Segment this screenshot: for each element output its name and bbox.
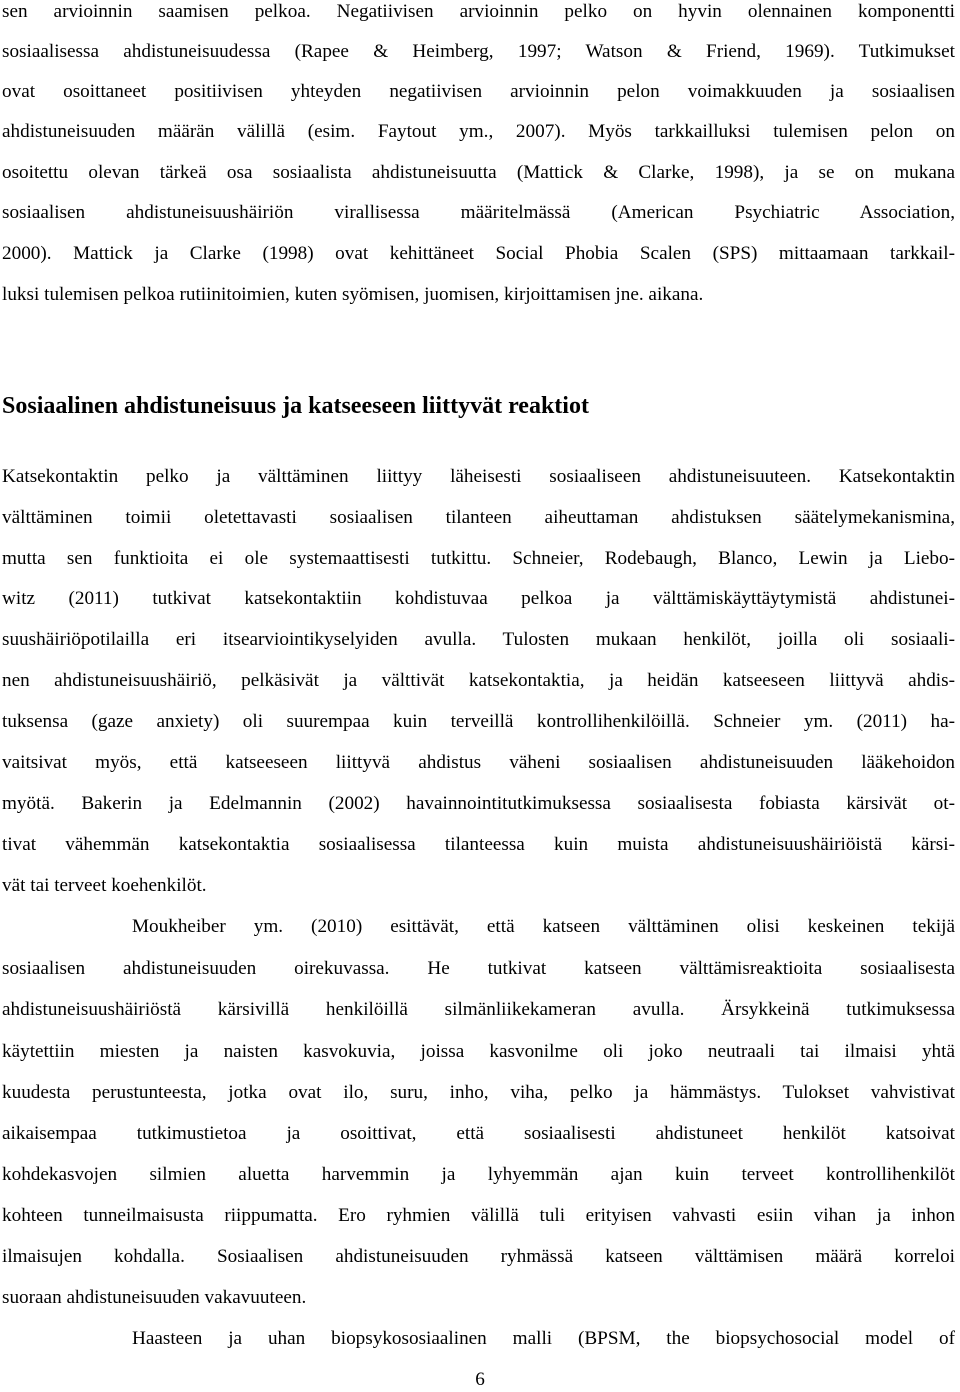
text-line: Katsekontaktin pelko ja välttäminen liittyy läheisesti sosiaaliseen ahdistuneisuuteen. Katsekontaktin <box>2 466 955 487</box>
text-line: välttäminen toimii oletettavasti sosiaalisen tilanteen aiheuttaman ahdistuksen säätelymekanismina, <box>2 507 955 528</box>
text-line: vät tai terveet koehenkilöt. <box>2 875 207 896</box>
text-line: tivat vähemmän katsekontaktia sosiaalisessa tilanteessa kuin muista ahdistuneisuushäiriöistä kärsi- <box>2 834 955 855</box>
text-line: sen arvioinnin saamisen pelkoa. Negatiivisen arvioinnin pelko on hyvin olennainen komponentti <box>2 1 955 22</box>
page-number: 6 <box>475 1369 485 1390</box>
text-line: suoraan ahdistuneisuuden vakavuuteen. <box>2 1287 307 1308</box>
text-line: myötä. Bakerin ja Edelmannin (2002) havainnointitutkimuksessa sosiaalisesta fobiasta kärsivät ot- <box>2 793 955 814</box>
text-line: kuudesta perustunteesta, jotka ovat ilo, suru, inho, viha, pelko ja hämmästys. Tulokset vahvistivat <box>2 1082 955 1103</box>
text-line: 2000). Mattick ja Clarke (1998) ovat kehittäneet Social Phobia Scalen (SPS) mittaamaan tarkkail- <box>2 243 955 264</box>
text-line: Haasteen ja uhan biopsykososiaalinen malli (BPSM, the biopsychosocial model of <box>132 1328 955 1349</box>
text-line: vaitsivat myös, että katseeseen liittyvä ahdistus väheni sosiaalisen ahdistuneisuuden lääkehoidon <box>2 752 955 773</box>
text-line: sosiaalisen ahdistuneisuuden oirekuvassa. He tutkivat katseen välttämisreaktioita sosiaalisesta <box>2 958 955 979</box>
text-line: mutta sen funktioita ei ole systemaattisesti tutkittu. Schneier, Rodebaugh, Blanco, Lewin ja Liebo- <box>2 548 955 569</box>
text-line: aikaisempaa tutkimustietoa ja osoittivat, että sosiaalisesti ahdistuneet henkilöt katsoivat <box>2 1123 955 1144</box>
text-line: käytettiin miesten ja naisten kasvokuvia, joissa kasvonilme oli joko neutraali tai ilmaisi yhtä <box>2 1041 955 1062</box>
text-line: kohteen tunneilmaisusta riippumatta. Ero ryhmien välillä tuli erityisen vahvasti esiin vihan ja inhon <box>2 1205 955 1226</box>
text-line: suushäiriöpotilailla eri itsearviointikyselyiden avulla. Tulosten mukaan henkilöt, joilla oli sosiaali- <box>2 629 955 650</box>
text-line: tuksensa (gaze anxiety) oli suurempaa kuin terveillä kontrollihenkilöillä. Schneier ym. (2011) ha- <box>2 711 955 732</box>
text-line: osoitettu olevan tärkeä osa sosiaalista ahdistuneisuutta (Mattick & Clarke, 1998), ja se on mukana <box>2 162 955 183</box>
text-line: kohdekasvojen silmien aluetta harvemmin ja lyhyemmän ajan kuin terveet kontrollihenkilöt <box>2 1164 955 1185</box>
text-line: nen ahdistuneisuushäiriö, pelkäsivät ja välttivät katsekontaktia, ja heidän katseeseen liittyvä ahdis- <box>2 670 955 691</box>
text-line: ovat osoittaneet positiivisen yhteyden negatiivisen arvioinnin pelon voimakkuuden ja sosiaalisen <box>2 81 955 102</box>
text-line: sosiaalisen ahdistuneisuushäiriön virallisessa määritelmässä (American Psychiatric Association, <box>2 202 955 223</box>
text-line: ilmaisujen kohdalla. Sosiaalisen ahdistuneisuuden ryhmässä katseen välttämisen määrä korreloi <box>2 1246 955 1267</box>
text-line: luksi tulemisen pelkoa rutiinitoimien, kuten syömisen, juomisen, kirjoittamisen jne. aikana. <box>2 284 704 305</box>
text-line: sosiaalisessa ahdistuneisuudessa (Rapee & Heimberg, 1997; Watson & Friend, 1969). Tutkimukset <box>2 41 955 62</box>
section-heading: Sosiaalinen ahdistuneisuus ja katseeseen liittyvät reaktiot <box>2 393 589 419</box>
text-line: Moukheiber ym. (2010) esittävät, että katseen välttäminen olisi keskeinen tekijä <box>132 916 955 937</box>
text-line: ahdistuneisuuden määrän välillä (esim. Faytout ym., 2007). Myös tarkkailluksi tulemisen pelon on <box>2 121 955 142</box>
text-line: witz (2011) tutkivat katsekontaktiin kohdistuvaa pelkoa ja välttämiskäyttäytymistä ahdistunei- <box>2 588 955 609</box>
text-line: ahdistuneisuushäiriöstä kärsivillä henkilöillä silmänliikekameran avulla. Ärsykkeinä tutkimuksessa <box>2 999 955 1020</box>
